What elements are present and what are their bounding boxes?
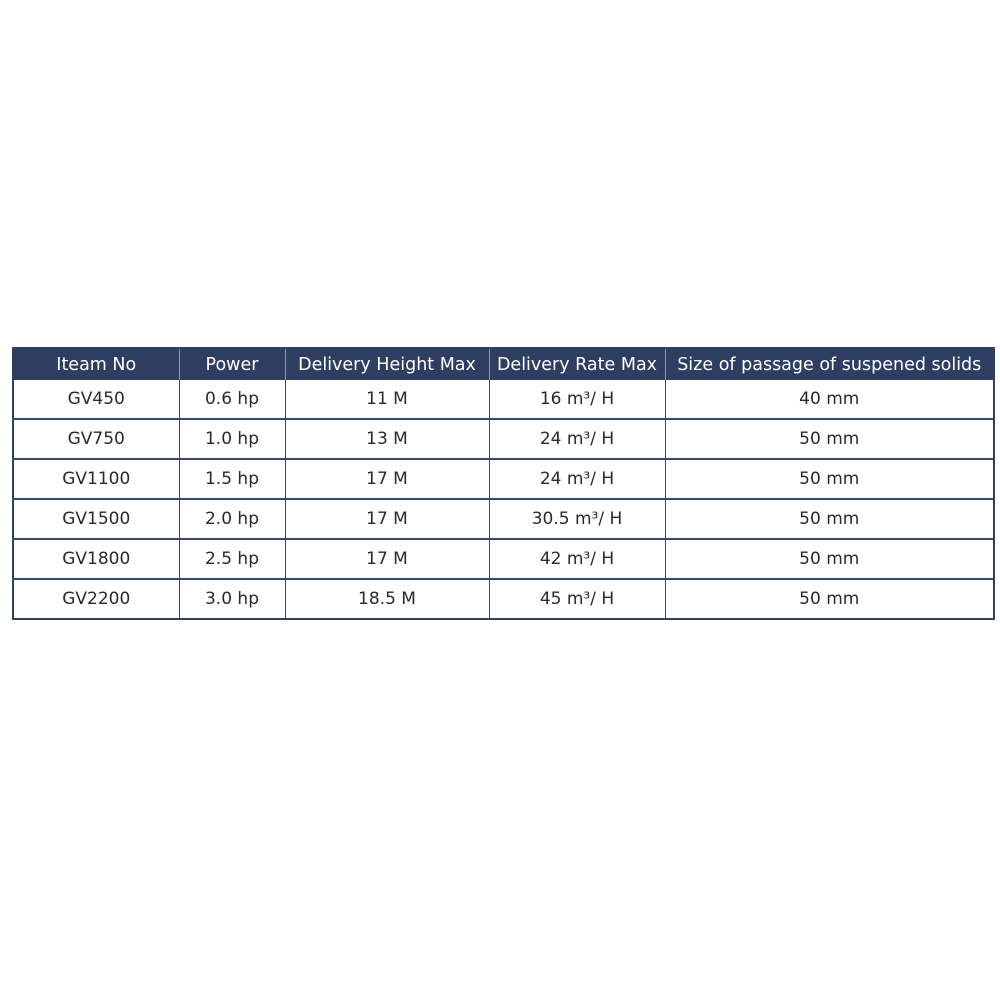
- table-row: [13, 539, 994, 579]
- cell-delivery-rate: 30.5 m³/ H: [489, 499, 665, 539]
- cell-power: 1.0 hp: [179, 419, 285, 459]
- cell-delivery-rate: 24 m³/ H: [489, 459, 665, 499]
- cell-power: 0.6 hp: [179, 380, 285, 419]
- cell-delivery-height: 18.5 M: [285, 579, 489, 619]
- cell-delivery-height: 17 M: [285, 459, 489, 499]
- cell-item-no: GV1100: [13, 459, 179, 499]
- table-header: [13, 348, 994, 380]
- cell-power: 1.5 hp: [179, 459, 285, 499]
- cell-power: 2.0 hp: [179, 499, 285, 539]
- cell-delivery-rate: 16 m³/ H: [489, 380, 665, 419]
- cell-item-no: GV750: [13, 419, 179, 459]
- table-row: [13, 419, 994, 459]
- cell-power: 2.5 hp: [179, 539, 285, 579]
- cell-delivery-rate: 24 m³/ H: [489, 419, 665, 459]
- table-row: [13, 579, 994, 619]
- cell-solids-size: 50 mm: [665, 459, 994, 499]
- cell-item-no: GV2200: [13, 579, 179, 619]
- header-row: [13, 348, 994, 380]
- cell-item-no: GV1500: [13, 499, 179, 539]
- header-delivery-rate-max: Delivery Rate Max: [489, 348, 665, 380]
- cell-delivery-rate: 42 m³/ H: [489, 539, 665, 579]
- table-row: [13, 380, 994, 419]
- cell-delivery-height: 11 M: [285, 380, 489, 419]
- table-row: [13, 499, 994, 539]
- cell-solids-size: 50 mm: [665, 579, 994, 619]
- header-item-no: Iteam No: [13, 348, 179, 380]
- cell-solids-size: 50 mm: [665, 419, 994, 459]
- cell-solids-size: 40 mm: [799, 389, 860, 409]
- cell-delivery-height: 17 M: [285, 499, 489, 539]
- header-delivery-height-max: Delivery Height Max: [285, 348, 489, 380]
- table-body: [13, 380, 994, 619]
- cell-delivery-height: 13 M: [285, 419, 489, 459]
- table-row: [13, 459, 994, 499]
- cell-solids-size: 50 mm: [665, 539, 994, 579]
- cell-item-no: GV1800: [13, 539, 179, 579]
- header-solids-passage-size: Size of passage of suspened solids: [665, 348, 994, 380]
- spec-table: [12, 347, 995, 620]
- header-power: Power: [179, 348, 285, 380]
- cell-item-no: GV450: [13, 380, 179, 419]
- cell-delivery-rate: 45 m³/ H: [489, 579, 665, 619]
- cell-solids-size: 50 mm: [665, 499, 994, 539]
- cell-power: 3.0 hp: [179, 579, 285, 619]
- cell-delivery-height: 17 M: [285, 539, 489, 579]
